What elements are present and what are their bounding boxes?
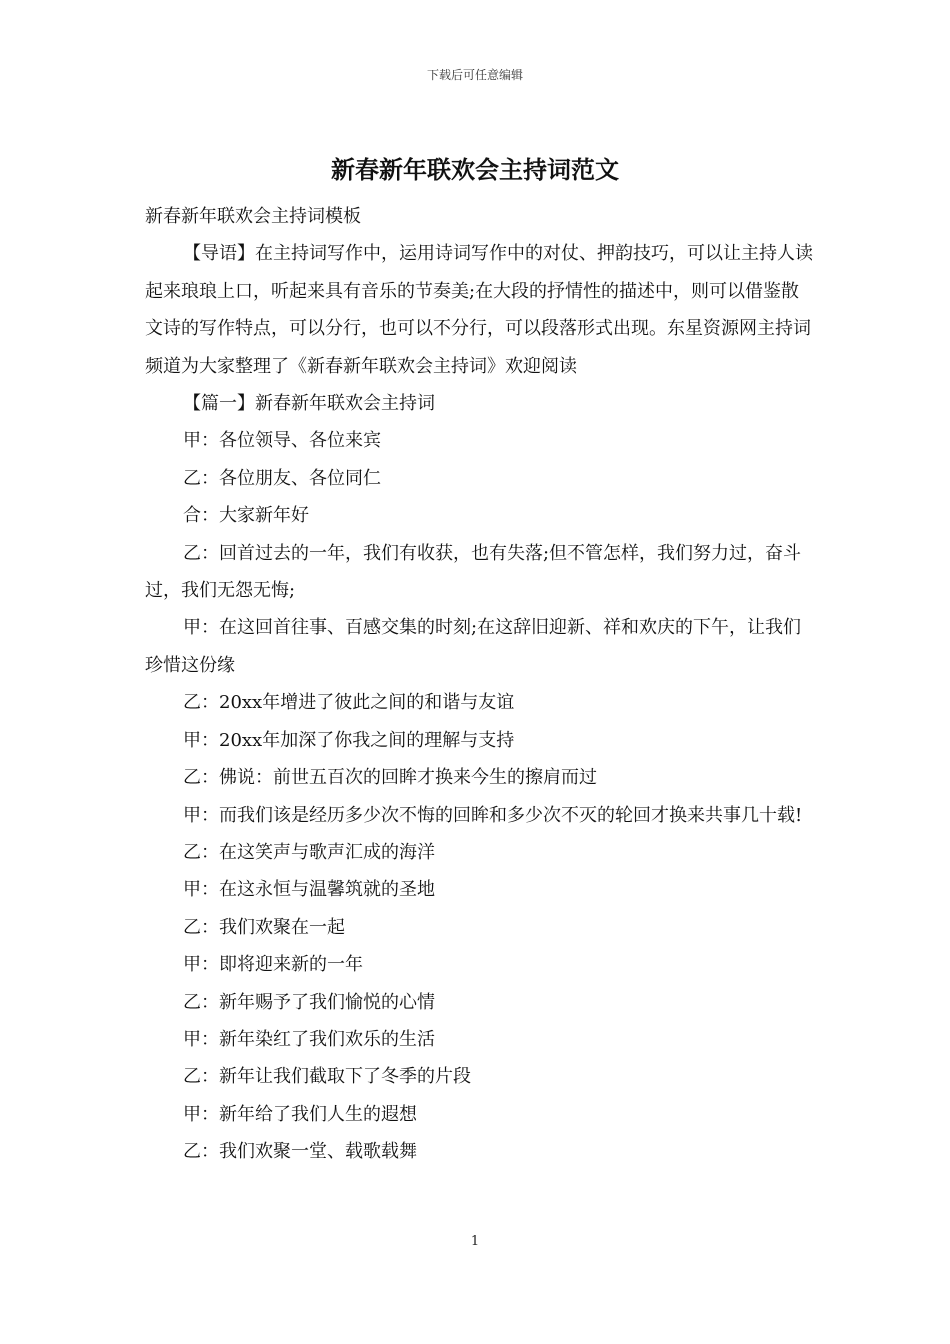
document-body xyxy=(145,198,813,1171)
dialogue-line: 合：大家新年好 xyxy=(183,505,309,527)
page-number: 1 xyxy=(470,1234,480,1249)
dialogue-line: 甲：在这回首往事、百感交集的时刻;在这辞旧迎新、祥和欢庆的下午，让我们珍惜这份缘 xyxy=(145,617,802,676)
dialogue-line: 乙：新年让我们截取下了冬季的片段 xyxy=(183,1066,471,1088)
dialogue-line: 甲：而我们该是经历多少次不悔的回眸和多少次不灭的轮回才换来共事几十载! xyxy=(183,804,803,826)
dialogue-line: 甲：20xx年加深了你我之间的理解与支持 xyxy=(183,729,515,751)
section-heading: 【篇一】新春新年联欢会主持词 xyxy=(183,393,435,415)
dialogue-line: 乙：各位朋友、各位同仁 xyxy=(183,467,381,489)
dialogue-line: 甲：新年给了我们人生的遐想 xyxy=(183,1103,417,1125)
dialogue-line: 乙：20xx年增进了彼此之间的和谐与友谊 xyxy=(183,692,515,714)
dialogue-line: 甲：即将迎来新的一年 xyxy=(183,954,363,976)
dialogue-line: 甲：新年染红了我们欢乐的生活 xyxy=(183,1028,435,1050)
intro-paragraph: 【导语】在主持词写作中，运用诗词写作中的对仗、押韵技巧，可以让主持人读起来琅琅上口，听起来具有音乐的节奏美;在大段的抒情性的描述中，则可以借鉴散文诗的写作特点，可以分行，也可以不分行，可以段落形式出现。东星资源网主持词频道为大家整理了《新春新年联欢会主持词》欢迎阅读 xyxy=(145,243,813,377)
dialogue-line: 乙：我们欢聚在一起 xyxy=(183,916,345,938)
dialogue-line: 乙：在这笑声与歌声汇成的海洋 xyxy=(183,841,435,863)
subtitle: 新春新年联欢会主持词模板 xyxy=(145,206,361,227)
dialogue-line: 乙：佛说：前世五百次的回眸才换来今生的擦肩而过 xyxy=(183,767,597,789)
dialogue-line: 乙：我们欢聚一堂、载歌载舞 xyxy=(183,1141,417,1163)
dialogue-line: 乙：新年赐予了我们愉悦的心情 xyxy=(183,991,435,1013)
document-title: 新春新年联欢会主持词范文 xyxy=(331,155,619,184)
dialogue-line: 甲：各位领导、各位来宾 xyxy=(183,430,381,452)
dialogue-line: 乙：回首过去的一年，我们有收获，也有失落;但不管怎样，我们努力过，奋斗过，我们无怨无悔; xyxy=(145,542,802,602)
dialogue-line: 甲：在这永恒与温馨筑就的圣地 xyxy=(183,879,435,901)
header-note: 下载后可任意编辑 xyxy=(426,68,523,82)
